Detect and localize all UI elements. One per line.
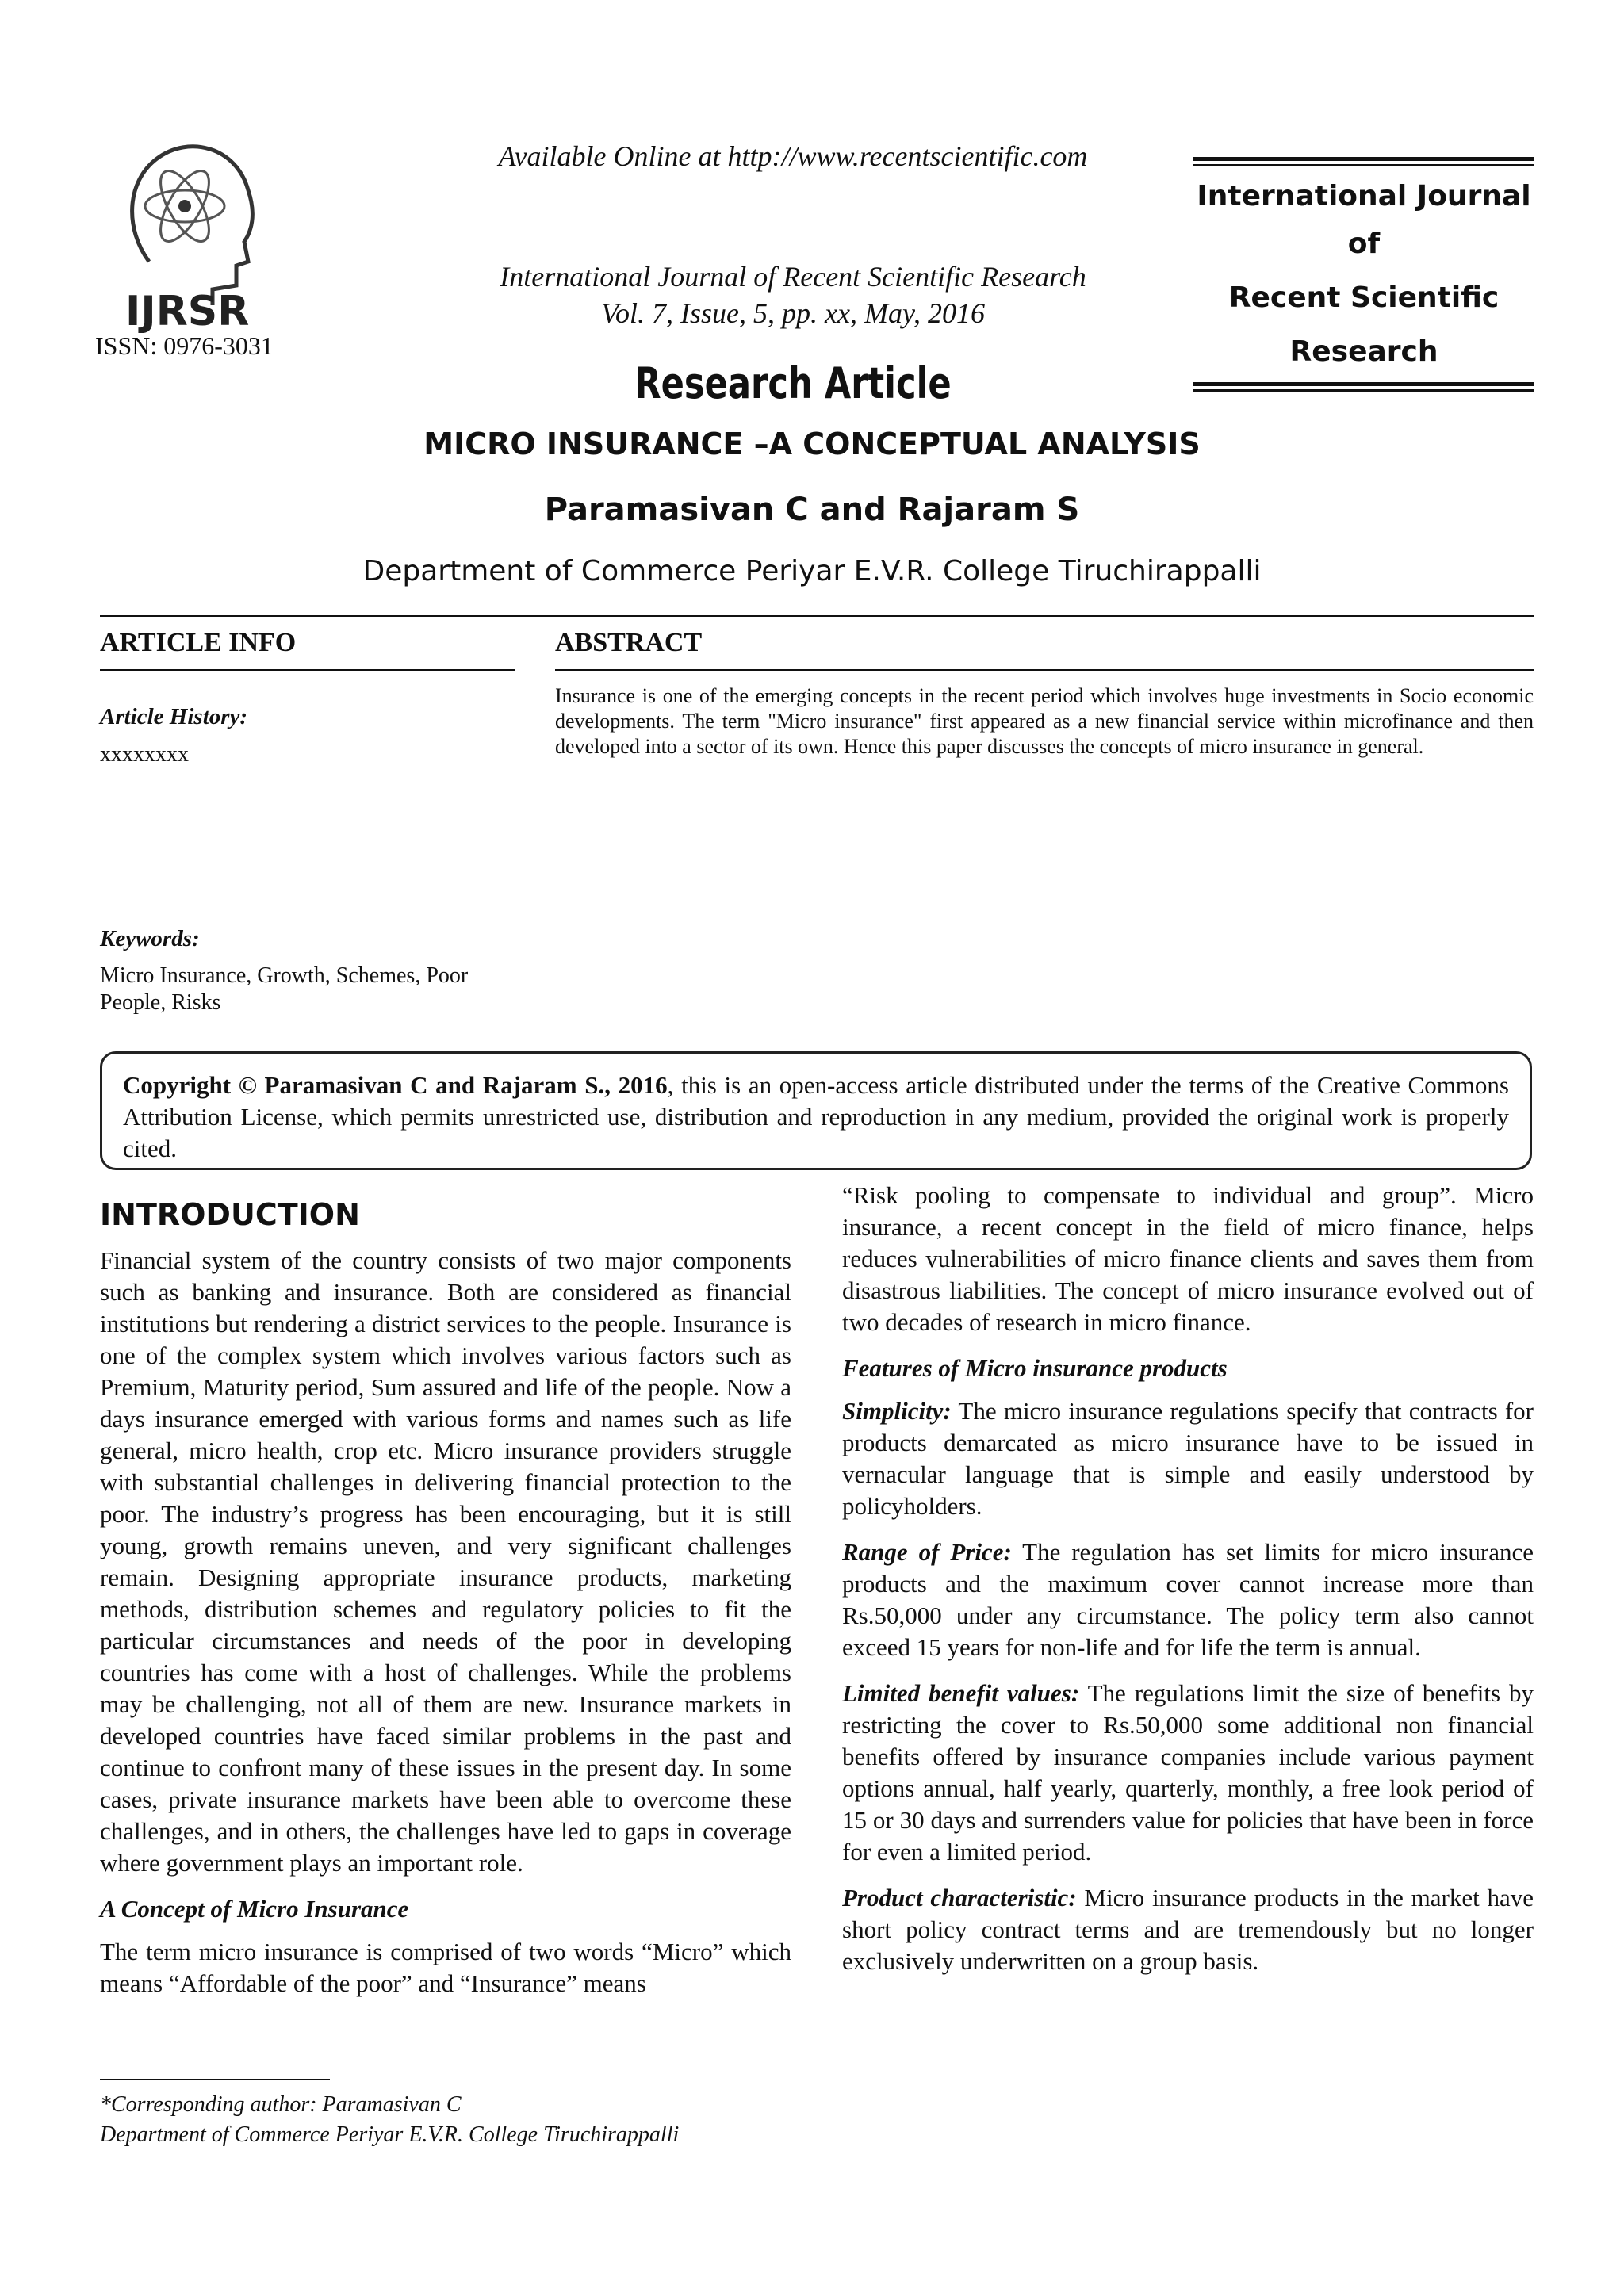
keywords-label: Keywords:	[100, 926, 200, 951]
feature-text: The regulation has set limits for micro insurance products and the maximum cover cannot increase more than Rs.50,000 under any circumstance. The policy term also cannot exceed 15 years for non-life and for life the term is annual.	[842, 1538, 1534, 1661]
volume-info: Vol. 7, Issue, 5, pp. xx, May, 2016	[601, 297, 985, 329]
feature-label: Simplicity:	[842, 1397, 952, 1425]
concept-continuation: “Risk pooling to compensate to individual and group”. Micro insurance, a recent concept in the field of micro finance, helps reduces vulnerabilities of micro finance clients and saves them from disastrous liabilities. The concept of micro insurance evolved out of two decades of research in micro finance.	[842, 1181, 1534, 1336]
journal-name: International Journal of Recent Scientific Research	[500, 261, 1086, 293]
abstract-divider	[555, 669, 1534, 671]
brain-head-icon	[117, 135, 260, 333]
features-heading: Features of Micro insurance products	[842, 1354, 1228, 1382]
corresponding-affiliation: Department of Commerce Periyar E.V.R. College Tiruchirappalli	[100, 2122, 680, 2147]
feature-simplicity	[842, 1395, 1534, 1522]
feature-limited-benefit	[842, 1678, 1534, 1868]
concept-heading: A Concept of Micro Insurance	[100, 1895, 409, 1923]
availability-line: Available Online at http://www.recentscientific.com	[498, 140, 1088, 172]
feature-label: Range of Price:	[842, 1538, 1012, 1566]
feature-text: The regulations limit the size of benefits by restricting the cover to Rs.50,000 some additional non financial benefits offered by insurance companies include various payment options annual, half yearly, quarterly, monthly, a free look period of 15 or 30 days and surrenders value for policies that have been in force for even a limited period.	[842, 1679, 1534, 1866]
copyright-box	[100, 1051, 1532, 1170]
issn: ISSN: 0976-3031	[95, 331, 274, 360]
abstract-text: Insurance is one of the emerging concepts in the recent period which involves huge investments in Socio economic developments. The term "Micro insurance" first appeared as a new financial service within microfinance and then developed into a sector of its own. Hence this paper discusses the concepts of micro insurance in general.	[555, 684, 1534, 758]
feature-label: Limited benefit values:	[842, 1679, 1080, 1707]
feature-text: The micro insurance regulations specify that contracts for products demarcated as micro insurance have to be issued in vernacular language that is simple and easily understood by policyholders.	[842, 1397, 1534, 1520]
copyright-text: , this is an open-access article distributed under the terms of the Creative Commons Attribution License, which permits unrestricted use, distribution and reproduction in any medium, provided the original work is properly cited.	[123, 1071, 1509, 1162]
feature-range-of-price	[842, 1536, 1534, 1663]
footnote	[100, 2090, 679, 2150]
header-divider	[100, 615, 1534, 617]
article-history-value: xxxxxxxx	[100, 742, 189, 767]
feature-label: Product characteristic:	[842, 1884, 1077, 1911]
article-history-label: Article History:	[100, 704, 248, 729]
brand-line-3: Research	[1289, 335, 1438, 368]
article-authors: Paramasivan C and Rajaram S	[544, 492, 1080, 528]
introduction-heading: INTRODUCTION	[100, 1197, 360, 1232]
footnote-rule	[100, 2079, 330, 2080]
left-column	[100, 1245, 791, 2014]
article-type: Research Article	[634, 358, 952, 408]
article-info-divider	[100, 669, 515, 671]
article-title: MICRO INSURANCE –A CONCEPTUAL ANALYSIS	[423, 427, 1201, 461]
journal-logo	[117, 135, 260, 333]
brand-line-1: International Journal of	[1197, 180, 1531, 260]
right-column	[842, 1180, 1534, 1992]
feature-product-characteristic	[842, 1882, 1534, 1977]
journal-brand-box	[1193, 154, 1534, 395]
brand-line-2: Recent Scientific	[1228, 281, 1500, 314]
article-info-heading: ARTICLE INFO	[100, 628, 297, 657]
copyright-lead: Copyright © Paramasivan C and Rajaram S., 2016	[123, 1071, 668, 1099]
introduction-paragraph: Financial system of the country consists of two major components such as banking and insurance. Both are considered as financial institutions but rendering a district services to the people. Insurance is one of the complex system which involves various factors such as Premium, Maturity period, Sum assured and life of the people. Now a days insurance emerged with various forms and names such as life general, micro health, crop etc. Micro insurance providers struggle with substantial challenges in delivering financial protection to the poor. The industry’s progress has been encouraging, but it is still young, growth remains uneven, and very significant challenges remain. Designing appropriate insurance products, marketing methods, distribution schemes and regulatory policies to fit the particular circumstances and needs of the poor in developing countries has come with a host of challenges. While the problems may be challenging, not all of them are new. Insurance markets in developed countries have faced similar problems in the past and continue to confront many of these issues in the present day. In some cases, private insurance markets have been able to overcome these challenges, and in others, the challenges have led to gaps in coverage where government plays an important role.	[100, 1246, 791, 1877]
concept-paragraph: The term micro insurance is comprised of two words “Micro” which means “Affordable of the poor” and “Insurance” means	[100, 1938, 791, 1997]
author-affiliation: Department of Commerce Periyar E.V.R. College Tiruchirappalli	[362, 555, 1262, 587]
feature-text: Micro insurance products in the market have short policy contract terms and are tremendously but no longer exclusively underwritten on a group basis.	[842, 1884, 1534, 1975]
keywords-value: Micro Insurance, Growth, Schemes, Poor People, Risks	[100, 963, 469, 1015]
abstract-heading: ABSTRACT	[555, 628, 703, 657]
corresponding-author: *Corresponding author: Paramasivan C	[100, 2092, 462, 2117]
svg-text:IJRSR: IJRSR	[125, 288, 250, 333]
